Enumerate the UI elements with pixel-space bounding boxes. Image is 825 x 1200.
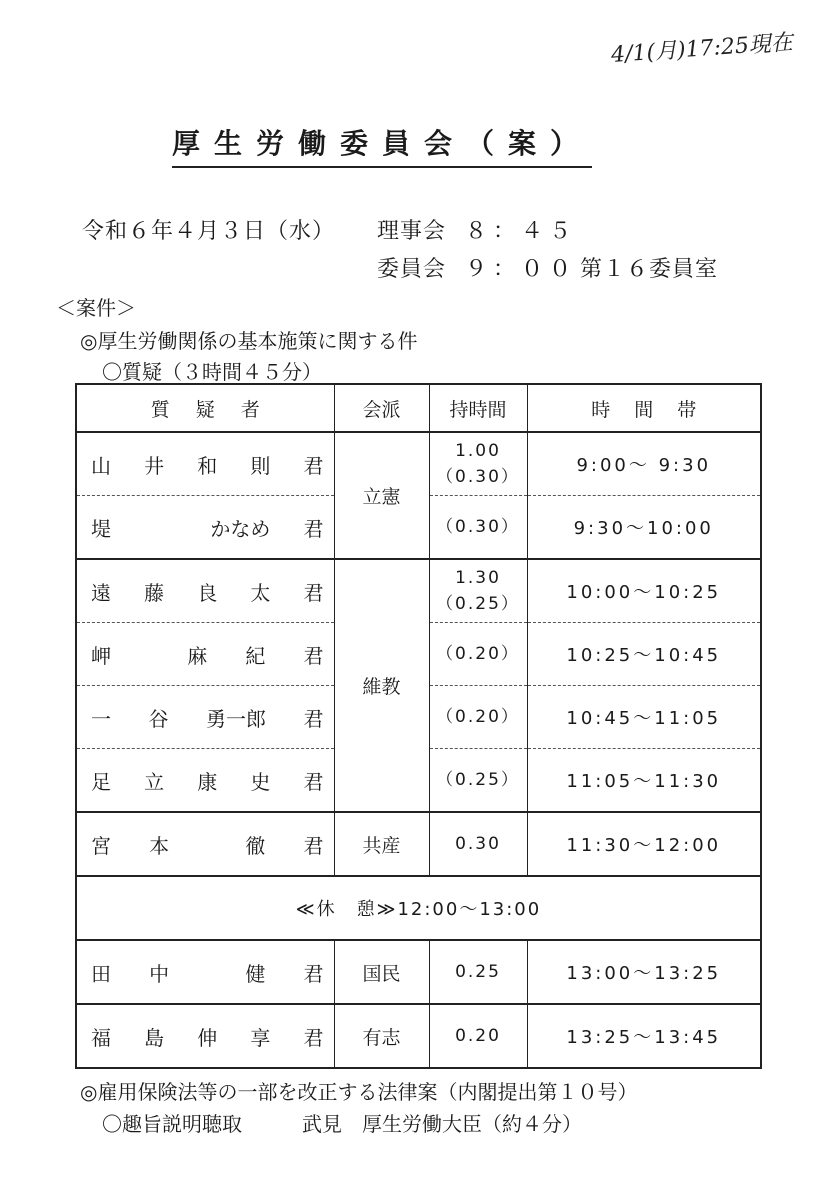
agenda-item-2-sub: 〇趣旨説明聴取 武見 厚生労働大臣（約４分） [102, 1112, 582, 1136]
questioner-name: 岬 麻 紀 君 [76, 623, 334, 686]
header-questioner: 質疑者 [76, 384, 334, 432]
header-time-slot: 時間帯 [527, 384, 761, 432]
break-time: ≪休 憩≫12:00〜13:00 [76, 876, 761, 940]
meeting-date: 令和６年４月３日（水） [82, 219, 336, 244]
committee-meeting-time: ９：００ [465, 257, 578, 282]
allotted-time: 0.30 [429, 812, 527, 876]
allotted-time: （0.20） [429, 623, 527, 686]
board-meeting-label: 理事会 [377, 219, 447, 244]
agenda-item-1-sub: 〇質疑（３時間４５分） [102, 360, 322, 384]
question-schedule-table [75, 383, 762, 1069]
party-cell: 立憲 [334, 432, 429, 559]
break-row [76, 876, 761, 940]
allotted-time: （0.25） [429, 749, 527, 813]
allotted-time: 0.20 [429, 1004, 527, 1068]
time-slot: 9:00〜 9:30 [527, 432, 761, 496]
table-row [76, 812, 761, 876]
time-slot: 10:45〜11:05 [527, 686, 761, 749]
questioner-name: 田 中 健 君 [76, 940, 334, 1004]
time-slot: 10:25〜10:45 [527, 623, 761, 686]
questioner-name: 堤 かなめ 君 [76, 496, 334, 560]
time-slot: 11:05〜11:30 [527, 749, 761, 813]
questioner-name: 宮 本 徹 君 [76, 812, 334, 876]
party-cell: 維教 [334, 559, 429, 812]
table-row [76, 1004, 761, 1068]
table-row [76, 940, 761, 1004]
time-slot: 11:30〜12:00 [527, 812, 761, 876]
allotted-time: 1.00 （0.30） [429, 432, 527, 496]
time-slot: 10:00〜10:25 [527, 559, 761, 623]
time-slot: 13:00〜13:25 [527, 940, 761, 1004]
questioner-name: 遠 藤 良 太 君 [76, 559, 334, 623]
meeting-room: 第１６委員室 [580, 257, 719, 282]
questioner-name: 山 井 和 則 君 [76, 432, 334, 496]
table-row [76, 559, 761, 623]
header-party: 会派 [334, 384, 429, 432]
allotted-time: （0.30） [429, 496, 527, 560]
time-slot: 13:25〜13:45 [527, 1004, 761, 1068]
questioner-name: 福 島 伸 享 君 [76, 1004, 334, 1068]
board-meeting-time: ８：４５ [465, 219, 578, 244]
agenda-item-1: ◎厚生労働関係の基本施策に関する件 [80, 329, 418, 353]
agenda-item-2: ◎雇用保険法等の一部を改正する法律案（内閣提出第１０号） [80, 1080, 638, 1104]
allotted-time: 0.25 [429, 940, 527, 1004]
table-header-row [76, 384, 761, 432]
handwritten-status-note: 4/1(月)17:25現在 [610, 30, 794, 68]
party-cell: 国民 [334, 940, 429, 1004]
table-row [76, 432, 761, 496]
questioner-name: 一 谷 勇一郎 君 [76, 686, 334, 749]
page-title: 厚生労働委員会（案） [172, 122, 592, 168]
allotted-time: （0.20） [429, 686, 527, 749]
committee-meeting-label: 委員会 [377, 257, 447, 282]
header-allotted-time: 持時間 [429, 384, 527, 432]
allotted-time: 1.30 （0.25） [429, 559, 527, 623]
agenda-heading: ＜案件＞ [56, 296, 136, 320]
time-slot: 9:30〜10:00 [527, 496, 761, 560]
party-cell: 共産 [334, 812, 429, 876]
party-cell: 有志 [334, 1004, 429, 1068]
questioner-name: 足 立 康 史 君 [76, 749, 334, 813]
